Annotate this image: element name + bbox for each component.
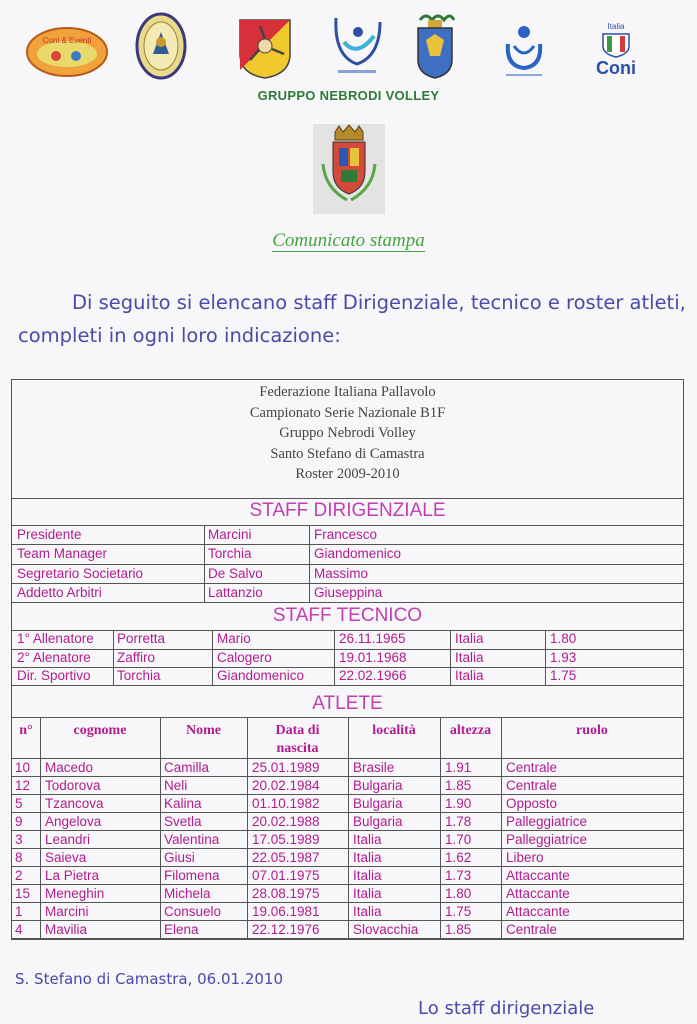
staff-surname: De Salvo [208,566,263,581]
athlete-ruolo: Centrale [506,778,558,793]
column-header-cognome: cognome [73,723,127,738]
staff-surname: Lattanzio [208,585,263,600]
staff-role: Segretario Societario [17,566,144,581]
staff-role: Presidente [17,527,82,542]
row-divider [12,525,683,526]
column-divider [334,630,335,685]
athlete-nome: Filomena [164,868,220,883]
row-divider [12,544,683,545]
athlete-altezza: 1.85 [445,778,472,793]
athlete-numero: 9 [15,814,23,829]
row-divider [12,902,683,903]
athlete-altezza: 1.73 [445,868,472,883]
athlete-cognome: La Pietra [45,868,100,883]
athlete-numero: 5 [15,796,23,811]
tecnico-cognome: Porretta [117,631,166,646]
athlete-numero: 4 [15,922,23,937]
athlete-cognome: Saieva [45,850,87,865]
row-divider [12,884,683,885]
row-divider [12,776,683,777]
column-header-nome: Nome [186,723,221,738]
column-divider [160,717,161,938]
athlete-nome: Svetla [164,814,202,829]
athlete-localita: Italia [353,832,382,847]
athlete-data: 20.02.1984 [252,778,320,793]
athlete-localita: Italia [353,868,382,883]
staff-name: Giuseppina [314,585,383,600]
athlete-nome: Consuelo [164,904,222,919]
athlete-data: 17.05.1989 [252,832,320,847]
tecnico-altezza: 1.80 [550,631,577,646]
athlete-altezza: 1.70 [445,832,472,847]
row-divider [12,794,683,795]
row-divider [12,830,683,831]
athlete-ruolo: Opposto [506,796,558,811]
tecnico-cognome: Zaffiro [117,650,156,665]
sicily-trinacria-logo [238,18,292,80]
column-header-altezza: altezza [449,723,492,738]
federation-header [12,380,683,498]
tecnico-nome: Calogero [217,650,272,665]
staff-name: Francesco [314,527,378,542]
tecnico-localita: Italia [455,650,484,665]
athlete-data: 25.01.1989 [252,760,320,775]
coni-logo-text: Coni [596,58,636,78]
athlete-nome: Kalina [164,796,202,811]
fipav-logo [502,22,546,82]
place-date: S. Stefano di Camastra, 06.01.2010 [15,970,284,988]
athlete-altezza: 1.78 [445,814,472,829]
section-title-staff-dirigenziale: STAFF DIRIGENZIALE [249,500,446,521]
column-divider [40,717,41,938]
athlete-ruolo: Attaccante [506,868,570,883]
athlete-localita: Brasile [353,760,395,775]
athlete-cognome: Meneghin [45,886,105,901]
athlete-ruolo: Attaccante [506,886,570,901]
athlete-localita: Slovacchia [353,922,419,937]
sponsor-logo-text: Coni & Eventi [42,36,92,45]
tecnico-localita: Italia [455,631,484,646]
athlete-nome: Camilla [164,760,210,775]
athlete-localita: Bulgaria [353,796,403,811]
athlete-data: 28.08.1975 [252,886,320,901]
signature: Lo staff dirigenziale [418,998,595,1019]
club-badge-logo [135,12,187,80]
column-header-localita: località [372,723,416,738]
athlete-ruolo: Centrale [506,922,558,937]
column-divider [501,717,502,938]
athlete-data: 07.01.1975 [252,868,320,883]
column-divider [450,630,451,685]
tecnico-nome: Mario [217,631,251,646]
athlete-data: 01.10.1982 [252,796,320,811]
tecnico-nome: Giandomenico [217,668,305,683]
column-divider [113,630,114,685]
province-crest-logo [410,12,460,82]
section-title-atlete: ATLETE [312,693,383,714]
column-divider [309,525,310,602]
staff-name: Giandomenico [314,546,402,561]
athlete-numero: 2 [15,868,23,883]
athlete-numero: 15 [15,886,31,901]
athlete-ruolo: Attaccante [506,904,570,919]
tecnico-ruolo: Dir. Sportivo [17,668,91,683]
row-divider [12,866,683,867]
tecnico-data: 26.11.1965 [339,631,406,646]
athlete-altezza: 1.80 [445,886,472,901]
row-divider [12,920,683,921]
athlete-altezza: 1.85 [445,922,472,937]
athlete-ruolo: Centrale [506,760,558,775]
row-divider [12,602,683,603]
staff-surname: Marcini [208,527,252,542]
town-crest [313,124,385,214]
athlete-altezza: 1.90 [445,796,472,811]
athlete-numero: 3 [15,832,23,847]
column-divider [204,525,205,602]
column-divider [440,717,441,938]
tecnico-localita: Italia [455,668,484,683]
athlete-altezza: 1.75 [445,904,472,919]
federation-line: Federazione Italiana Pallavolo [259,384,436,400]
athlete-altezza: 1.62 [445,850,472,865]
athlete-cognome: Macedo [45,760,94,775]
athlete-nome: Giusi [164,850,195,865]
staff-role: Addetto Arbitri [17,585,102,600]
group-name: GRUPPO NEBRODI VOLLEY [257,88,440,103]
athlete-cognome: Marcini [45,904,89,919]
coni-shield-icon [601,32,631,58]
tecnico-altezza: 1.75 [550,668,577,683]
athlete-localita: Italia [353,904,382,919]
athlete-numero: 8 [15,850,23,865]
roster-table [11,379,684,940]
column-divider [545,630,546,685]
athlete-cognome: Mavilia [45,922,88,937]
athlete-data: 22.12.1976 [252,922,320,937]
tecnico-data: 22.02.1966 [339,668,407,683]
column-divider [212,630,213,685]
column-header-data-line: nascita [276,741,319,756]
tecnico-ruolo: 2° Alenatore [17,650,91,665]
athlete-numero: 10 [15,760,31,775]
press-release-title [0,230,697,252]
sponsor-logo [26,26,108,78]
press-release-title-text: Comunicato stampa [272,230,425,251]
federation-line: Roster 2009-2010 [295,466,400,482]
tecnico-cognome: Torchia [117,668,161,683]
athlete-cognome: Todorova [45,778,101,793]
column-divider [348,717,349,938]
athlete-nome: Michela [164,886,211,901]
row-divider [12,758,683,759]
column-header-data [247,722,348,758]
row-divider [12,564,683,565]
intro-text: Di seguito si elencano staff Dirigenziale, tecnico e roster atleti, completi in ogni loro indicazione: [18,291,686,347]
athlete-ruolo: Palleggiatrice [506,814,588,829]
column-header-numero: n° [19,723,33,738]
column-header-ruolo: ruolo [576,723,608,738]
athlete-nome: Elena [164,922,199,937]
row-divider [12,498,683,499]
federation-line: Gruppo Nebrodi Volley [279,425,416,441]
federation-line: Campionato Serie Nazionale B1F [249,404,446,421]
section-title-staff-tecnico: STAFF TECNICO [272,605,423,626]
athlete-cognome: Leandri [45,832,91,847]
staff-role: Team Manager [17,546,108,561]
athlete-data: 19.06.1981 [252,904,320,919]
athlete-data: 22.05.1987 [252,850,320,865]
athlete-ruolo: Libero [506,850,544,865]
athlete-nome: Valentina [164,832,220,847]
row-divider [12,848,683,849]
athlete-localita: Bulgaria [353,814,403,829]
logo-row [0,12,697,87]
town-crest-icon [313,124,385,214]
nebrodi-volley-logo [330,12,384,82]
row-divider [12,685,683,686]
column-header-data-line: Data di [275,723,320,738]
tecnico-altezza: 1.93 [550,650,577,665]
federation-line: Santo Stefano di Camastra [270,445,425,462]
row-divider [12,583,683,584]
row-divider [12,938,683,939]
staff-surname: Torchia [208,546,252,561]
athlete-cognome: Tzancova [45,796,104,811]
athlete-nome: Neli [164,778,188,793]
athlete-localita: Italia [353,850,382,865]
athlete-cognome: Angelova [45,814,102,829]
athlete-localita: Bulgaria [353,778,403,793]
row-divider [12,812,683,813]
athlete-localita: Italia [353,886,382,901]
coni-logo [588,22,644,86]
tecnico-data: 19.01.1968 [339,650,407,665]
athlete-data: 20.02.1988 [252,814,320,829]
athlete-numero: 12 [15,778,31,793]
athlete-ruolo: Palleggiatrice [506,832,588,847]
staff-name: Massimo [314,566,369,581]
athlete-numero: 1 [15,904,23,919]
coni-logo-top-text: Italia [607,22,625,31]
tecnico-ruolo: 1° Allenatore [17,631,94,646]
athlete-altezza: 1.91 [445,760,472,775]
